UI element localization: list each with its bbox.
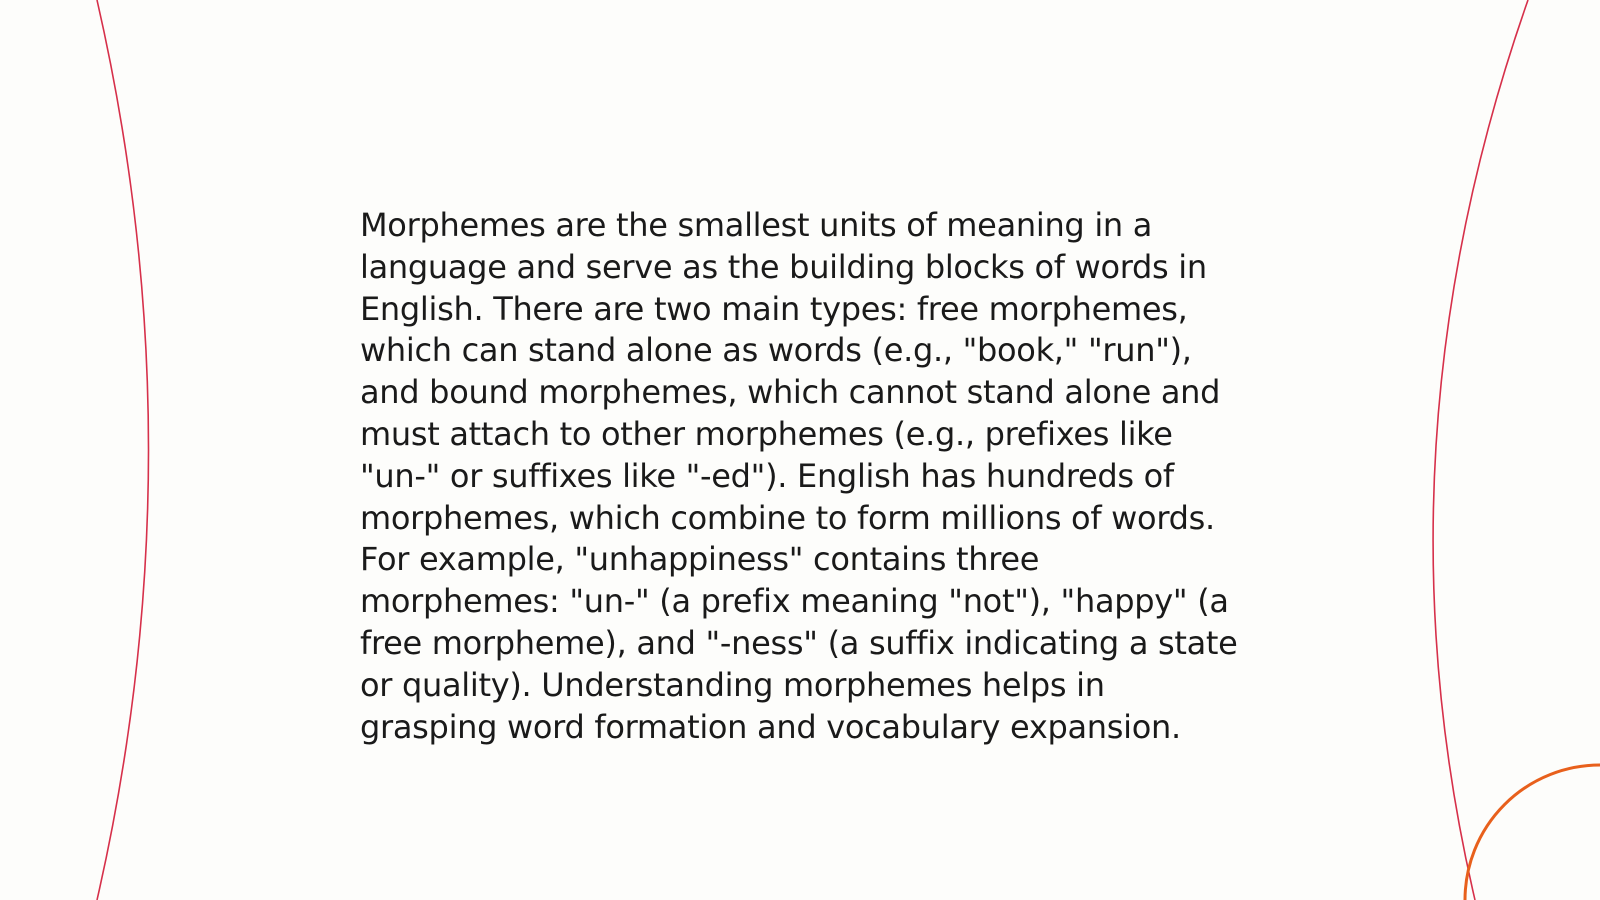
corner-circle-arc xyxy=(1465,765,1600,900)
right-arc xyxy=(1433,0,1528,900)
body-paragraph: Morphemes are the smallest units of meaning in a language and serve as the building blocks of words in English. There are two main types: free morphemes, which can stand alone as words (e.g., "book," "run"), and bound morphemes, which cannot stand alone and must attach to other morphemes (e.g., prefixes like "un-" or suffixes like "-ed"). English has hundreds of morphemes, which combine to form millions of words. For example, "unhappiness" contains three morphemes: "un-" (a prefix meaning "not"), "happy" (a free morpheme), and "-ness" (a suffix indicating a state or quality). Understanding morphemes helps in grasping word formation and vocabulary expansion. xyxy=(360,206,1238,746)
left-arc xyxy=(97,0,149,900)
